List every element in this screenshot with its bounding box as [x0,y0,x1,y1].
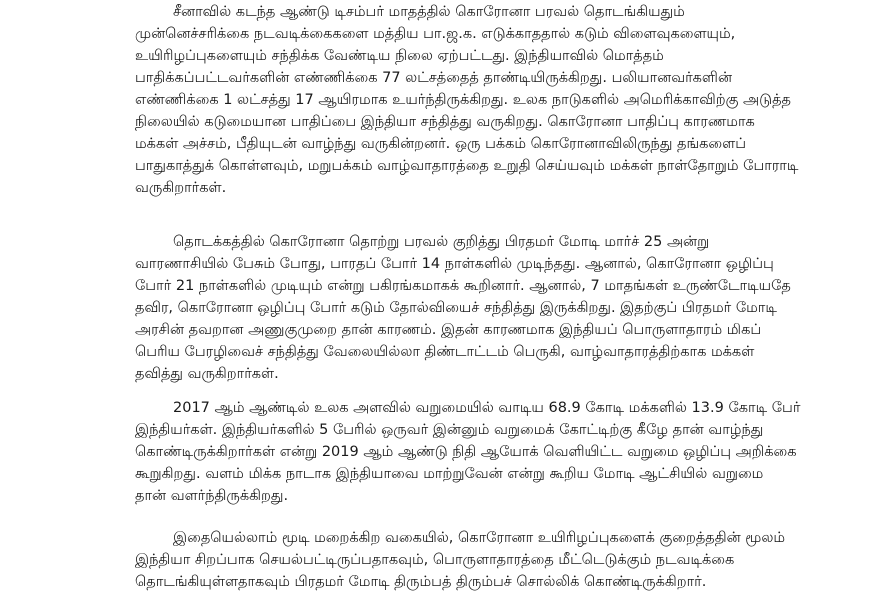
paragraph-line: கூறுகிறது. வளம் மிக்க நாடாக இந்தியாவை மாற்றுவேன் என்று கூறிய மோடி ஆட்சியில் வறுமை [135,466,764,482]
paragraph-line: மக்கள் அச்சம், பீதியுடன் வாழ்ந்து வருகின்றனர். ஒரு பக்கம் கொரோனாவிலிருந்து தங்களைப் [135,136,747,152]
paragraph-line: பாதுகாத்துக் கொள்ளவும், மறுபக்கம் வாழ்வாதாரத்தை உறுதி செய்யவும் மக்கள் நாள்தோறும் போராடி [135,158,799,174]
paragraph-line: அரசின் தவறான அணுகுமுறை தான் காரணம். இதன் காரணமாக இந்தியப் பொருளாதாரம் மிகப் [135,322,762,338]
paragraph-line: இந்தியர்கள். இந்தியர்களில் 5 பேரில் ஒருவர் இன்னும் வறுமைக் கோட்டிற்கு கீழே தான் வாழ்ந்து [135,422,764,438]
paragraph-line: பெரிய பேரழிவைச் சந்தித்து வேலையில்லா திண்டாட்டம் பெருகி, வாழ்வாதாரத்திற்காக மக்கள் [135,344,755,360]
paragraph-line: உயிரிழப்புகளையும் சந்திக்க வேண்டிய நிலை ஏற்பட்டது. இந்தியாவில் மொத்தம் [135,48,664,64]
paragraph-line: இதையெல்லாம் மூடி மறைக்கிற வகையில், கொரோனா உயிரிழப்புகளைக் குறைத்ததின் மூலம் [173,530,786,546]
paragraph-line: தொடங்கியுள்ளதாகவும் பிரதமர் மோடி திரும்பத் திரும்பச் சொல்லிக் கொண்டிருக்கிறார். [135,574,707,590]
paragraph-line: தவிர, கொரோனா ஒழிப்பு போர் கடும் தோல்வியைச் சந்தித்து இருக்கிறது. இதற்குப் பிரதமர் மோடி [135,300,777,316]
paragraph-line: வாரணாசியில் பேசும் போது, பாரதப் போர் 14 நாள்களில் முடிந்தது. ஆனால், கொரோனா ஒழிப்பு [135,256,774,272]
paragraph-line: எண்ணிக்கை 1 லட்சத்து 17 ஆயிரமாக உயர்ந்திருக்கிறது. உலக நாடுகளில் அமெரிக்காவிற்கு அடுத்த [135,92,791,108]
paragraph-line: 2017 ஆம் ஆண்டில் உலக அளவில் வறுமையில் வாடிய 68.9 கோடி மக்களில் 13.9 கோடி பேர் [173,400,801,416]
paragraph-line: தொடக்கத்தில் கொரோனா தொற்று பரவல் குறித்து பிரதமர் மோடி மார்ச் 25 அன்று [173,234,710,250]
paragraph-line: தான் வளர்ந்திருக்கிறது. [135,488,289,504]
paragraph-line: முன்னெச்சரிக்கை நடவடிக்கைகளை மத்திய பா.ஜ.க. எடுக்காததால் கடும் விளைவுகளையும், [135,26,736,42]
paragraph-line: சீனாவில் கடந்த ஆண்டு டிசம்பர் மாதத்தில் கொரோனா பரவல் தொடங்கியதும் [173,4,685,20]
paragraph-line: போர் 21 நாள்களில் முடியும் என்று பகிரங்கமாகக் கூறினார். ஆனால், 7 மாதங்கள் உருண்டோடியதே [135,278,791,294]
paragraph-line: நிலையில் கடுமையான பாதிப்பை இந்தியா சந்தித்து வருகிறது. கொரோனா பாதிப்பு காரணமாக [135,114,755,130]
paragraph-line: கொண்டிருக்கிறார்கள் என்று 2019 ஆம் ஆண்டு நிதி ஆயோக் வெளியிட்ட வறுமை ஒழிப்பு அறிக்கை [135,444,797,460]
paragraph-line: இந்தியா சிறப்பாக செயல்பட்டிருப்பதாகவும், பொருளாதாரத்தை மீட்டெடுக்கும் நடவடிக்கை [135,552,735,568]
paragraph-line: பாதிக்கப்பட்டவர்களின் எண்ணிக்கை 77 லட்சத்தைத் தாண்டியிருக்கிறது. பலியானவர்களின் [135,70,733,86]
paragraph-line: வருகிறார்கள். [135,180,227,196]
paragraph-line: தவித்து வருகிறார்கள். [135,366,279,382]
